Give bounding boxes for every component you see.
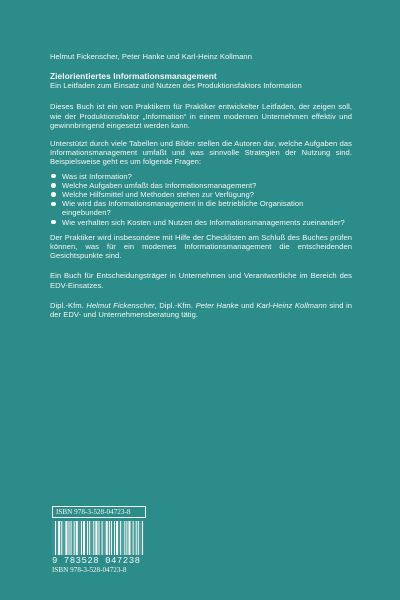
audience-paragraph: Ein Buch für Entscheidungsträger in Unternehmen und Verantwortliche im Bereich des EDV-Einsatzes.: [50, 271, 352, 290]
barcode-bar: [108, 521, 109, 555]
barcode-bar: [68, 521, 69, 555]
barcode-bar: [79, 521, 80, 555]
barcode-bar: [73, 521, 74, 555]
barcode-bar: [101, 521, 102, 555]
barcode-bar: [127, 521, 128, 555]
book-title: Zielorientiertes Informationsmanagement: [50, 71, 217, 82]
barcode-bar: [105, 521, 106, 555]
barcode-bar: [94, 521, 95, 555]
list-item: Wie wird das Informationsmanagement in die betriebliche Organisation eingebunden?: [50, 199, 352, 217]
barcode-bar: [131, 521, 132, 555]
bullet-icon: [51, 174, 56, 179]
book-subtitle: Ein Leitfaden zum Einsatz und Nutzen des Produktionsfaktors Information: [50, 81, 302, 91]
list-item: Welche Aufgaben umfaßt das Informationsmanagement?: [50, 181, 352, 190]
barcode-bar: [88, 521, 89, 555]
barcode-bar: [115, 521, 116, 555]
barcode-bar: [118, 521, 119, 555]
barcode-bars: [52, 521, 144, 555]
barcode-bar: [57, 521, 58, 555]
isbn-number: ISBN 978-3-528-04723-8: [52, 566, 127, 574]
barcode-bar: [122, 521, 123, 555]
questions-list: [50, 172, 352, 227]
barcode-bar: [63, 521, 64, 555]
barcode-bar: [104, 521, 105, 555]
barcode-bar: [85, 521, 86, 555]
barcode-bar: [53, 521, 54, 555]
barcode-bar: [72, 521, 73, 555]
barcode-bar: [113, 521, 114, 555]
bullet-icon: [51, 183, 56, 188]
barcode-digits: 9 783528 047238: [52, 556, 141, 566]
barcode-bar: [54, 521, 55, 555]
barcode-bar: [140, 521, 141, 555]
author-name: Peter Hanke: [195, 300, 239, 310]
intro-paragraph: Dieses Buch ist ein von Praktikern für Praktiker entwickelter Leitfaden, der zeigen soll, wie der Produktionsfaktor „Information“ in einem modernen Unternehmen effektiv und gewinnbringend eingesetzt werden kann.: [50, 102, 352, 130]
barcode-bar: [82, 521, 83, 555]
barcode-bar: [70, 521, 71, 555]
bullet-icon: [51, 202, 56, 207]
barcode-bar: [110, 521, 111, 555]
list-item: Welche Hilfsmittel und Methoden stehen zur Verfügung?: [50, 190, 352, 199]
barcode-bar: [97, 521, 98, 555]
barcode-bar: [86, 521, 87, 555]
barcode-bar: [143, 521, 144, 555]
description-paragraph: Unterstützt durch viele Tabellen und Bilder stellen die Autoren dar, welche Aufgaben das Informationsmanagement umfaßt und was sinnvolle Strategien der Nutzung sind. Beispielsweise geht es um folgende Fragen:: [50, 139, 352, 167]
barcode-bar: [123, 521, 124, 555]
back-cover-text: [50, 52, 352, 319]
barcode-bar: [91, 521, 92, 555]
bullet-icon: [51, 192, 56, 197]
barcode-bar: [78, 521, 79, 555]
barcode-bar: [137, 521, 138, 555]
barcode-bar: [52, 521, 53, 555]
barcode-bar: [92, 521, 93, 555]
barcode-bar: [75, 521, 76, 555]
barcode-bar: [132, 521, 133, 555]
list-item: Was ist Information?: [50, 172, 352, 181]
barcode-bar: [64, 521, 65, 555]
isbn-box: ISBN 978-3-528-04723-8: [52, 506, 146, 518]
barcode-bar: [56, 521, 57, 555]
list-item: Wie verhalten sich Kosten und Nutzen des Informationsmanagements zueinander?: [50, 218, 352, 227]
author-name: Karl-Heinz Kollmann: [256, 300, 327, 310]
barcode-bar: [125, 521, 126, 555]
barcode-bar: [139, 521, 140, 555]
barcode-bar: [90, 521, 91, 555]
barcode-bar: [103, 521, 104, 555]
barcode: [52, 521, 144, 555]
barcode-bar: [141, 521, 142, 555]
barcode-bar: [134, 521, 135, 555]
barcode-bar: [135, 521, 136, 555]
authors-line: Helmut Fickenscher, Peter Hanke und Karl-Heinz Kollmann: [50, 52, 252, 61]
checklist-paragraph: Der Praktiker wird insbesondere mit Hilfe der Checklisten am Schluß des Buches prüfen können, was für ein modernes Informationsmanagement die entscheidenden Gesichtspunkte sind.: [50, 232, 352, 261]
barcode-bar: [112, 521, 113, 555]
bullet-icon: [51, 220, 56, 225]
barcode-bar: [60, 521, 61, 555]
barcode-bar: [100, 521, 101, 555]
author-name: Helmut Fickenscher: [86, 300, 155, 310]
barcode-bar: [119, 521, 120, 555]
barcode-bar: [62, 521, 63, 555]
barcode-area: [52, 506, 146, 574]
author-bio: Dipl.-Kfm. Helmut Fickenscher, Dipl.-Kfm. Peter Hanke und Karl-Heinz Kollmann sind in der EDV- und Unternehmensberatung tätig.: [50, 300, 352, 320]
barcode-bar: [80, 521, 81, 555]
barcode-bar: [121, 521, 122, 555]
